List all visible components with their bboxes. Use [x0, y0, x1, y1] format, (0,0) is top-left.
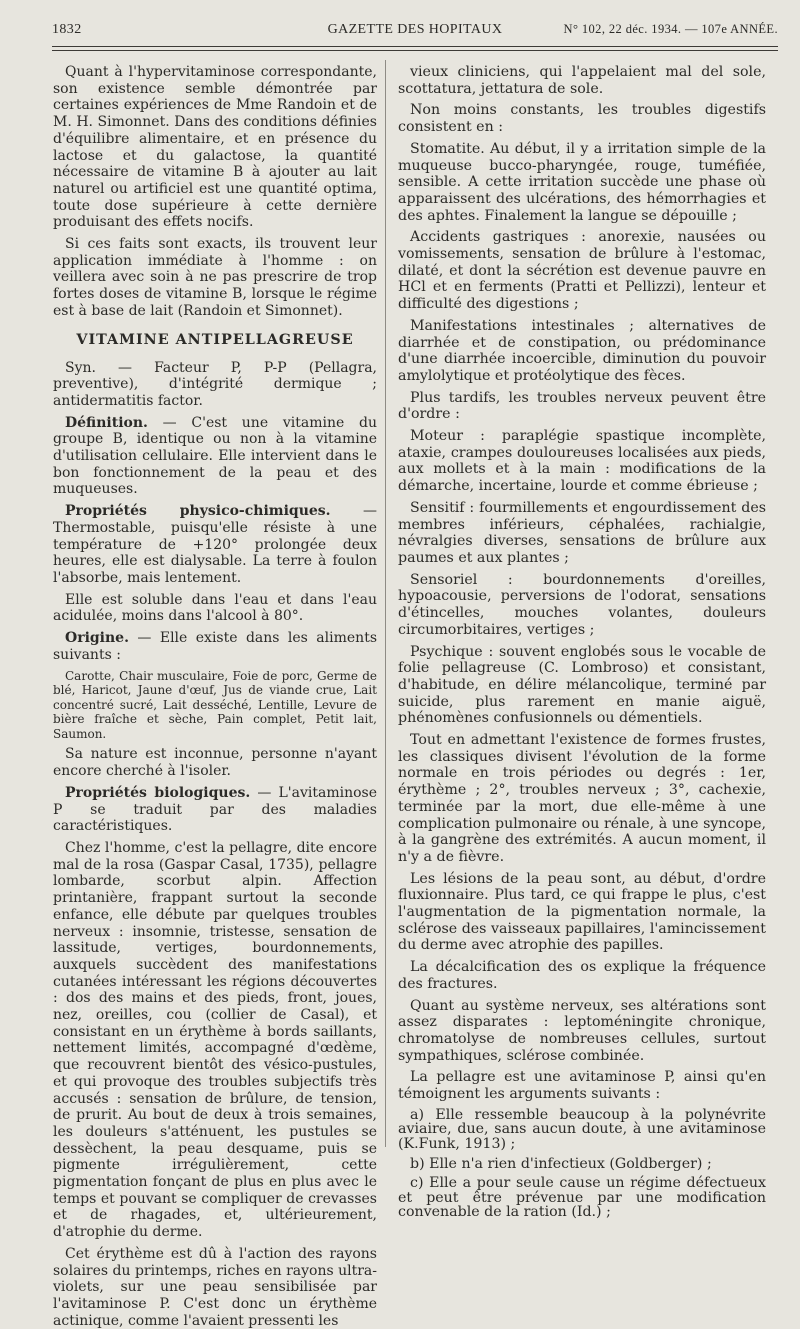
paragraph: Cet érythème est dû à l'action des rayons solaires du printemps, riches en rayons ultra-violets, sur une peau sensibilisée par l'avitaminose P. C'est donc un érythème actinique, comme l'avaient pressenti les	[53, 1245, 377, 1329]
issue-info: N° 102, 22 déc. 1934. — 107e ANNÉE.	[563, 22, 778, 36]
origin-text: — Elle existe dans les aliments suivants :	[53, 630, 377, 663]
right-column	[398, 64, 766, 1221]
paragraph: Quant au système nerveux, ses altérations sont assez disparates : leptoméningite chronique, chromatolyse de nombreuses cellules, surtout sympathiques, sclérose combinée.	[398, 997, 766, 1064]
definition-lead: Définition.	[65, 414, 148, 431]
biology-lead: Propriétés biologiques.	[65, 784, 251, 801]
definition-text: — C'est une vitamine du groupe B, identique ou non à la vitamine d'utilisation cellulaire. Elle intervient dans le bon fonctionnement de la peau et des muqueuses.	[53, 414, 377, 498]
journal-title: GAZETTE DES HOPITAUX	[327, 22, 503, 37]
biology-paragraph	[53, 785, 377, 835]
argument-b: b) Elle n'a rien d'infectieux (Goldberger) ;	[410, 1155, 712, 1172]
properties-paragraph	[53, 503, 377, 587]
paragraph: Plus tardifs, les troubles nerveux peuvent être d'ordre :	[398, 389, 766, 423]
column-divider	[385, 60, 386, 1147]
paragraph: Sensitif : fourmillements et engourdissement des membres inférieurs, céphalées, rachialgie, névralgies diverses, sensations de brûlure aux paumes et aux plantes ;	[398, 499, 766, 566]
paragraph: Manifestations intestinales ; alternatives de diarrhée et de constipation, ou prédominance d'une diarrhée incoercible, diminution du pouvoir amylolytique et protéolytique des fèces.	[398, 317, 766, 384]
synonyms-paragraph: Syn. — Facteur P, P-P (Pellagra, preventive), d'intégrité dermique ; antidermatitis factor.	[53, 359, 377, 409]
paragraph: La décalcification des os explique la fréquence des fractures.	[398, 959, 766, 992]
paragraph: Sa nature est inconnue, personne n'ayant encore cherché à l'isoler.	[53, 746, 377, 780]
biology-text: — L'avitaminose P se traduit par des maladies caractéristiques.	[53, 784, 377, 835]
paragraph: Chez l'homme, c'est la pellagre, dite encore mal de la rosa (Gaspar Casal, 1735), pellagre lombarde, scorbut alpin. Affection printanière, frappant surtout la seconde enfance, elle débute par quelques troubles nerveux : insomnie, tristesse, sensation de lassitude, vertiges, bourdonnements, auxquels succèdent des manifestations cutanées intéressant les régions découvertes : dos des mains et des pieds, front, joues, nez, oreilles, cou (collier de Casal), et consistant en un érythème à bords saillants, nettement limités, accompagné d'œdème, que recouvrent bientôt des vésico-pustules, et qui provoque des troubles subjectifs très accusés : sensation de brûlure, de tension, de prurit. Au bout de deux à trois semaines, les douleurs s'atténuent, les pustules se dessèchent, la peau desquame, puis se pigmente irrégulièrement, cette pigmentation fonçant de plus en plus avec le temps et pouvant se compliquer de crevasses et de rhagades, et, ultérieurement, d'atrophie du derme.	[53, 839, 377, 1241]
running-header	[52, 22, 778, 40]
origin-paragraph	[53, 630, 377, 663]
foods-list: Carotte, Chair musculaire, Foie de porc, Germe de blé, Haricot, Jaune d'œuf, Jus de viande crue, Lait concentré sucré, Lait desséché, Lentille, Levure de bière fraîche et sèche, Pain complet, Petit lait, Saumon.	[53, 668, 377, 741]
header-rule-double	[52, 50, 778, 51]
paragraph: Sensoriel : bourdonnements d'oreilles, hypoacousie, perversions de l'odorat, sensations d'étincelles, mouches volantes, douleurs circumorbitaires, vertiges ;	[398, 571, 766, 638]
header-rule	[52, 46, 778, 47]
argument-a: a) Elle ressemble beaucoup à la polynévrite aviaire, due, sans aucun doute, à une avitaminose (K.Funk, 1913) ;	[398, 1106, 766, 1152]
paragraph: Non moins constants, les troubles digestifs consistent en :	[398, 102, 766, 136]
paragraph: Elle est soluble dans l'eau et dans l'eau acidulée, moins dans l'alcool à 80°.	[53, 591, 377, 625]
argument-c: c) Elle a pour seule cause un régime défectueux et peut être prévenue par une modification convenable de la ration (Id.) ;	[398, 1175, 766, 1221]
paragraph: La pellagre est une avitaminose P, ainsi qu'en témoignent les arguments suivants :	[398, 1069, 766, 1103]
section-heading: VITAMINE ANTIPELLAGREUSE	[76, 331, 354, 348]
left-column	[53, 64, 377, 1329]
paragraph: Tout en admettant l'existence de formes frustes, les classiques divisent l'évolution de la forme normale en trois périodes ou degrés : 1er, érythème ; 2°, troubles nerveux ; 3°, cachexie, terminée par la mort, due elle-même à une complication pulmonaire ou rénale, à une syncope, à la gangrène des extrémités. A aucun moment, il n'y a de fièvre.	[398, 732, 766, 865]
paragraph: Stomatite. Au début, il y a irritation simple de la muqueuse bucco-pharyngée, rouge, tuméfiée, sensible. A cette irritation succède une phase où apparaissent des ulcérations, des hémorrhagies et des aphtes. Finalement la langue se dépouille ;	[398, 140, 766, 224]
paragraph: Quant à l'hypervitaminose correspondante, son existence semble démontrée par certaines expériences de Mme Randoin et de M. H. Simonnet. Dans des conditions définies d'équilibre alimentaire, et en présence du lactose et du galactose, la quantité nécessaire de vitamine B à ajouter au lait naturel ou artificiel est une quantité optima, toute dose supérieure à cette dernière produisant des effets nocifs.	[53, 64, 377, 231]
properties-lead: Propriétés physico-chimiques.	[65, 503, 331, 520]
paragraph: vieux cliniciens, qui l'appelaient mal del sole, scottatura, jettatura de sole.	[398, 64, 766, 97]
paragraph: Moteur : paraplégie spastique incomplète, ataxie, crampes douloureuses localisées aux pieds, aux mollets et à la main : modifications de la démarche, incertaine, lourde et comme ébrieuse ;	[398, 428, 766, 495]
paragraph: Les lésions de la peau sont, au début, d'ordre fluxionnaire. Plus tard, ce qui frappe le plus, c'est l'augmentation de la pigmentation normale, la sclérose des vaisseaux papillaires, l'amincissement du derme avec atrophie des papilles.	[398, 870, 766, 954]
page-number: 1832	[52, 22, 82, 37]
paragraph: Psychique : souvent englobés sous le vocable de folie pellagreuse (C. Lombroso) et consistant, d'habitude, en délire mélancolique, terminé par suicide, plus rarement en manie aiguë, phénomènes confusionnels ou démentiels.	[398, 643, 766, 727]
paragraph: Si ces faits sont exacts, ils trouvent leur application immédiate à l'homme : on veillera avec soin à ne pas prescrire de trop fortes doses de vitamine B, lorsque le régime est à base de lait (Randoin et Simonnet).	[53, 236, 377, 319]
properties-text: — Thermostable, puisqu'elle résiste à une température de +120° prolongée deux heures, elle est dialysable. La terre à foulon l'absorbe, mais lentement.	[53, 503, 377, 586]
paragraph: Accidents gastriques : anorexie, nausées ou vomissements, sensation de brûlure à l'estomac, dilaté, et dont la sécrétion est devenue pauvre en HCl et en ferments (Pratti et Pellizzi), lenteur et difficulté des digestions ;	[398, 229, 766, 313]
origin-lead: Origine.	[65, 630, 129, 647]
definition-paragraph	[53, 415, 377, 499]
